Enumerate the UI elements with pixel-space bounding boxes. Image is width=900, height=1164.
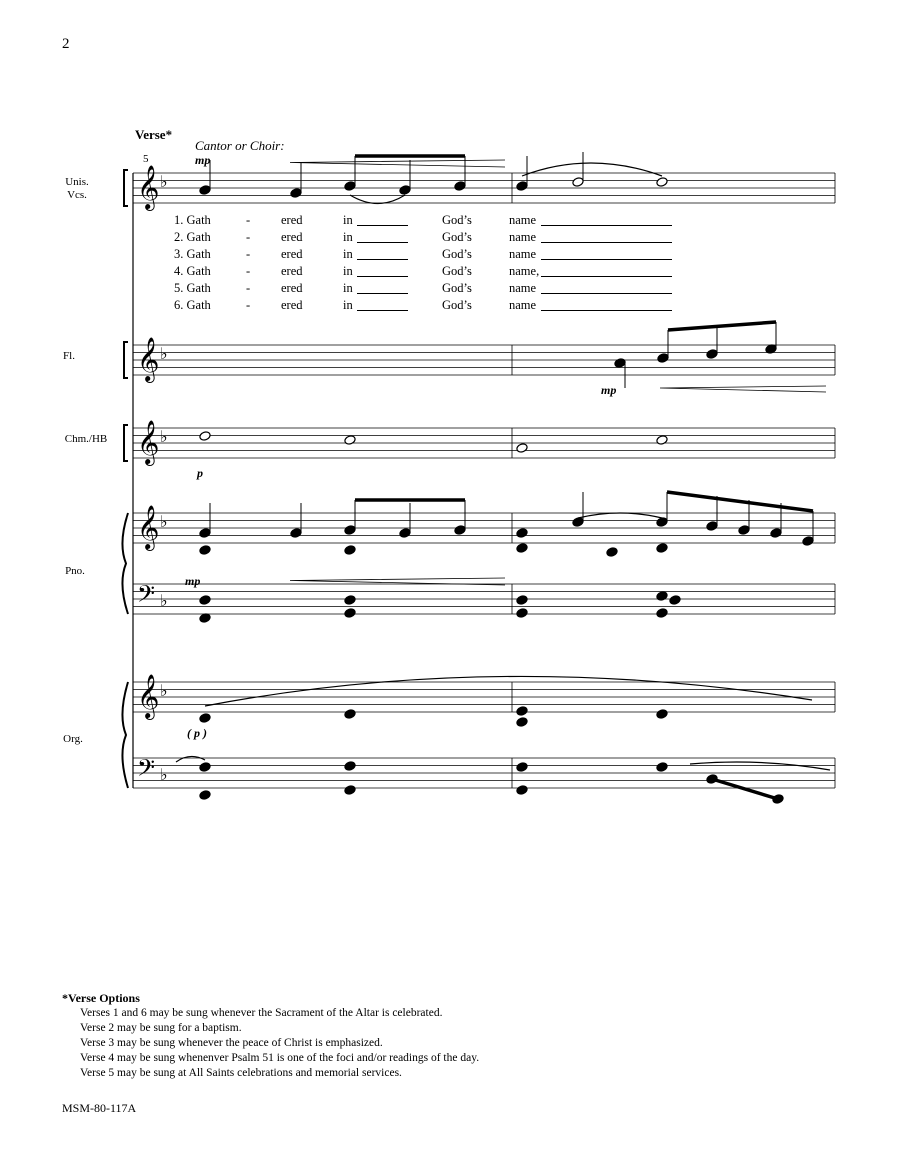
flat-key-signature-icon: ♭ — [160, 681, 168, 700]
note-head — [706, 349, 718, 360]
note-beam — [712, 779, 778, 799]
flat-key-signature-icon: ♭ — [160, 172, 168, 191]
note-head — [199, 762, 211, 773]
flat-key-signature-icon: ♭ — [160, 427, 168, 446]
lyric-syllable: in — [343, 230, 353, 244]
slur — [350, 195, 405, 204]
note-head — [614, 358, 626, 369]
crescendo-hairpin — [290, 160, 505, 167]
bass-clef-icon: 𝄢 — [137, 580, 156, 613]
note-head — [199, 431, 211, 442]
lyric-syllable: ered — [281, 213, 303, 227]
lyric-syllable: God’s — [442, 247, 472, 261]
piano-label: Pno. — [65, 565, 85, 577]
flat-key-signature-icon: ♭ — [160, 765, 168, 784]
lyric-syllable: God’s — [442, 298, 472, 312]
note-head — [738, 525, 750, 536]
flat-key-signature-icon: ♭ — [160, 591, 168, 610]
note-head — [656, 608, 668, 619]
lyric-syllable: ered — [281, 247, 303, 261]
piano-bass-staff — [133, 584, 835, 614]
note-head — [656, 762, 668, 773]
staff-bracket — [124, 170, 128, 206]
note-head — [199, 545, 211, 556]
note-head — [516, 595, 528, 606]
note-head — [516, 762, 528, 773]
note-beam — [667, 492, 813, 511]
lyric-syllable: in — [343, 247, 353, 261]
chimes-dynamic: p — [197, 466, 203, 480]
flat-key-signature-icon: ♭ — [160, 344, 168, 363]
lyric-syllable: 4. Gath — [174, 264, 211, 278]
lyric-syllable: ered — [281, 230, 303, 244]
slur — [522, 163, 662, 176]
note-head — [344, 608, 356, 619]
flute-label: Fl. — [63, 350, 75, 362]
lyric-syllable: name — [509, 213, 537, 227]
slur — [690, 762, 830, 770]
note-head — [516, 717, 528, 728]
treble-clef-icon: 𝄞 — [137, 420, 160, 464]
note-head — [516, 181, 528, 192]
voice-dynamic: mp — [195, 153, 211, 167]
crescendo-hairpin — [660, 386, 826, 392]
note-head — [344, 181, 356, 192]
slur — [205, 676, 812, 706]
voice-staff — [133, 173, 835, 203]
treble-clef-icon: 𝄞 — [137, 674, 160, 718]
note-head — [516, 543, 528, 554]
note-head — [656, 709, 668, 720]
lyric-syllable: God’s — [442, 230, 472, 244]
note-head — [656, 517, 668, 528]
chimes-staff — [133, 428, 835, 458]
note-head — [344, 709, 356, 720]
treble-clef-icon: 𝄞 — [137, 165, 160, 209]
chimes-label: Chm./HB — [64, 433, 108, 445]
organ-dynamic: ( p ) — [187, 726, 207, 740]
bass-clef-icon: 𝄢 — [137, 754, 156, 787]
lyric-syllable: God’s — [442, 281, 472, 295]
note-head — [199, 595, 211, 606]
note-head — [706, 521, 718, 532]
note-head — [516, 706, 528, 717]
organ-label: Org. — [63, 733, 83, 745]
note-head — [656, 435, 668, 446]
flat-key-signature-icon: ♭ — [160, 512, 168, 531]
note-head — [516, 608, 528, 619]
lyric-syllable: name — [509, 298, 537, 312]
note-head — [344, 435, 356, 446]
note-head — [572, 517, 584, 528]
note-head — [606, 547, 618, 558]
note-head — [344, 595, 356, 606]
note-head — [290, 188, 302, 199]
slur — [578, 513, 662, 518]
lyric-syllable: God’s — [442, 264, 472, 278]
note-head — [344, 525, 356, 536]
note-head — [802, 536, 814, 547]
lyric-syllable: 1. Gath — [174, 213, 211, 227]
footnote-line: Verse 3 may be sung whenever the peace of Christ is emphasized. — [80, 1037, 383, 1049]
lyric-syllable: 6. Gath — [174, 298, 211, 312]
note-head — [344, 785, 356, 796]
footnote-line: Verse 5 may be sung at All Saints celebrations and memorial services. — [80, 1067, 402, 1079]
note-head — [516, 785, 528, 796]
voices-label-line2: Vcs. — [67, 189, 87, 201]
note-head — [199, 528, 211, 539]
note-head — [399, 528, 411, 539]
piano-treble-staff — [133, 513, 835, 543]
lyric-syllable: - — [246, 264, 251, 278]
note-head — [516, 443, 528, 454]
flute-staff — [133, 345, 835, 375]
voices-label-line1: Unis. — [65, 176, 89, 188]
staff-bracket — [124, 342, 128, 378]
lyric-syllable: in — [343, 264, 353, 278]
lyric-syllable: - — [246, 213, 251, 227]
lyric-syllable: in — [343, 298, 353, 312]
lyric-syllable: 5. Gath — [174, 281, 211, 295]
note-head — [454, 181, 466, 192]
lyric-syllable: 2. Gath — [174, 230, 211, 244]
footnote-line: Verses 1 and 6 may be sung whenever the Sacrament of the Altar is celebrated. — [80, 1007, 443, 1019]
performer-note: Cantor or Choir: — [195, 138, 285, 153]
lyric-syllable: in — [343, 213, 353, 227]
lyric-syllable: God’s — [442, 213, 472, 227]
note-head — [572, 177, 584, 188]
lyric-syllable: ered — [281, 281, 303, 295]
note-beam — [668, 322, 776, 330]
grand-staff-brace — [122, 682, 128, 788]
measure-number: 5 — [143, 153, 149, 165]
note-head — [199, 790, 211, 801]
grand-staff-brace — [122, 513, 128, 614]
footnote-line: Verse 2 may be sung for a baptism. — [80, 1022, 242, 1034]
note-head — [344, 545, 356, 556]
note-head — [199, 713, 211, 724]
staff-bracket — [124, 425, 128, 461]
lyric-syllable: name — [509, 281, 537, 295]
note-head — [656, 591, 668, 602]
section-title: Verse* — [135, 127, 173, 142]
piano-dynamic: mp — [185, 574, 201, 588]
note-head — [290, 528, 302, 539]
note-head — [454, 525, 466, 536]
lyric-syllable: ered — [281, 298, 303, 312]
lyric-syllable: name — [509, 247, 537, 261]
footnote-title: *Verse Options — [62, 991, 140, 1005]
note-head — [669, 595, 681, 606]
treble-clef-icon: 𝄞 — [137, 337, 160, 381]
lyric-syllable: - — [246, 281, 251, 295]
lyric-syllable: 3. Gath — [174, 247, 211, 261]
treble-clef-icon: 𝄞 — [137, 505, 160, 549]
lyric-syllable: name — [509, 230, 537, 244]
note-head — [399, 185, 411, 196]
lyric-syllable: ered — [281, 264, 303, 278]
footnote-line: Verse 4 may be sung whenenver Psalm 51 is one of the foci and/or readings of the day. — [80, 1052, 480, 1064]
note-head — [656, 177, 668, 188]
note-head — [344, 761, 356, 772]
lyric-syllable: - — [246, 230, 251, 244]
lyric-syllable: name, — [509, 264, 540, 278]
flute-dynamic: mp — [601, 383, 617, 397]
page-number: 2 — [62, 36, 70, 52]
note-head — [770, 528, 782, 539]
note-head — [656, 543, 668, 554]
slur — [176, 756, 205, 762]
lyric-syllable: in — [343, 281, 353, 295]
note-head — [657, 353, 669, 364]
catalog-number: MSM-80-117A — [62, 1101, 137, 1115]
note-head — [199, 185, 211, 196]
organ-treble-staff — [133, 682, 835, 712]
lyric-syllable: - — [246, 247, 251, 261]
note-head — [516, 528, 528, 539]
lyric-syllable: - — [246, 298, 251, 312]
